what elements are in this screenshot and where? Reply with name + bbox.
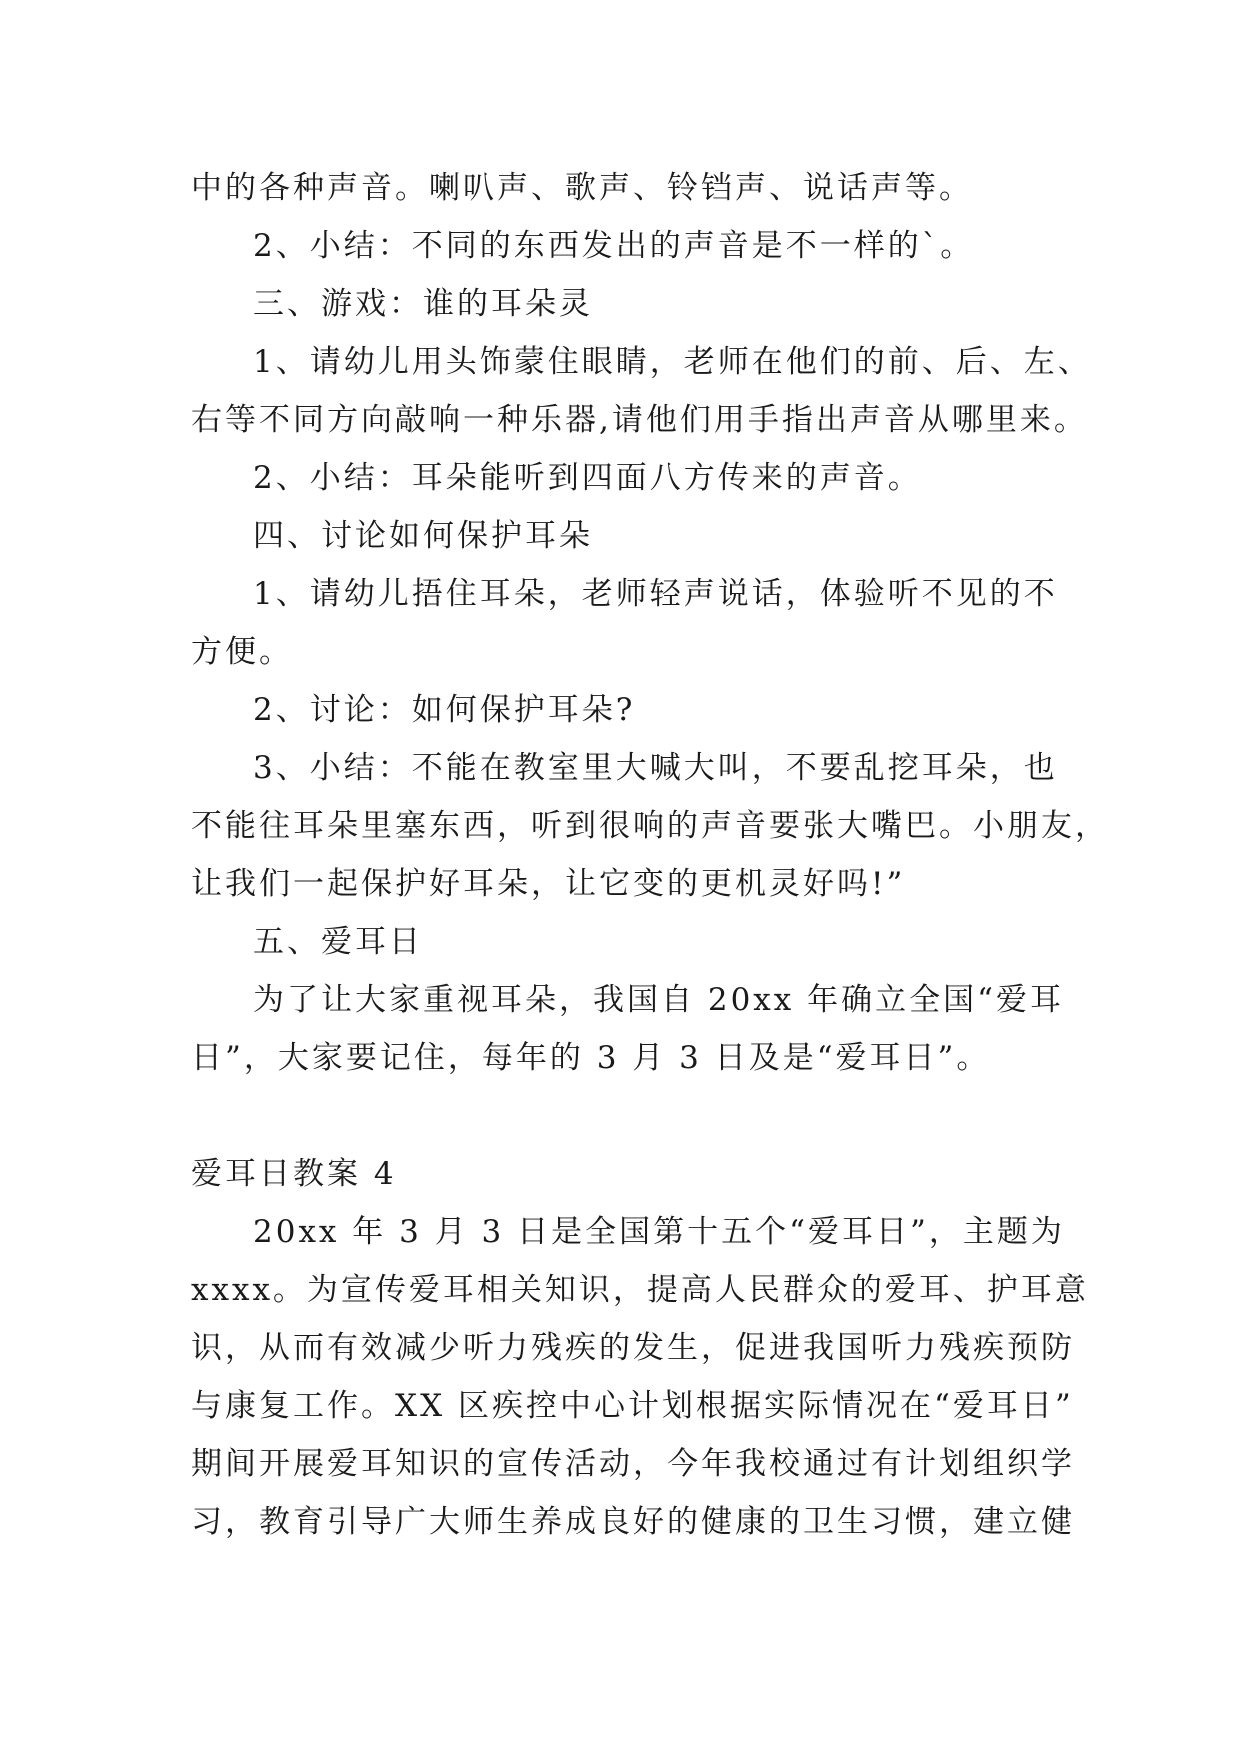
text-line: 期间开展爱耳知识的宣传活动，今年我校通过有计划组织学 xyxy=(191,1446,1075,1482)
text-line: 让我们一起保护好耳朵，让它变的更机灵好吗!” xyxy=(191,866,906,902)
text-line: 3、小结：不能在教室里大喊大叫，不要乱挖耳朵，也 xyxy=(253,750,1058,786)
text-line: 日”，大家要记住，每年的 3 月 3 日及是“爱耳日”。 xyxy=(191,1040,991,1076)
section-heading: 四、讨论如何保护耳朵 xyxy=(253,518,593,554)
text-line: 20xx 年 3 月 3 日是全国第十五个“爱耳日”，主题为 xyxy=(253,1214,1065,1250)
text-line: 2、小结：不同的东西发出的声音是不一样的`。 xyxy=(253,228,975,264)
text-line: xxxx。为宣传爱耳相关知识，提高人民群众的爱耳、护耳意 xyxy=(191,1272,1089,1308)
text-line: 2、小结：耳朵能听到四面八方传来的声音。 xyxy=(253,460,922,496)
text-line: 方便。 xyxy=(191,634,293,670)
text-line: 习，教育引导广大师生养成良好的健康的卫生习惯，建立健 xyxy=(191,1504,1075,1540)
section-heading: 三、游戏：谁的耳朵灵 xyxy=(253,286,593,322)
text-line: 中的各种声音。喇叭声、歌声、铃铛声、说话声等。 xyxy=(191,170,973,206)
text-line: 与康复工作。XX 区疾控中心计划根据实际情况在“爱耳日” xyxy=(191,1388,1074,1424)
text-line: 识，从而有效减少听力残疾的发生，促进我国听力残疾预防 xyxy=(191,1330,1075,1366)
text-line: 右等不同方向敲响一种乐器,请他们用手指出声音从哪里来。 xyxy=(191,402,1088,438)
text-line: 不能往耳朵里塞东西，听到很响的声音要张大嘴巴。小朋友， xyxy=(191,808,1109,844)
document-title: 爱耳日教案 4 xyxy=(191,1156,397,1192)
text-line: 为了让大家重视耳朵，我国自 20xx 年确立全国“爱耳 xyxy=(253,982,1064,1018)
text-line: 2、讨论：如何保护耳朵? xyxy=(253,692,636,728)
text-line: 1、请幼儿用头饰蒙住眼睛，老师在他们的前、后、左、 xyxy=(253,344,1092,380)
text-line: 1、请幼儿捂住耳朵，老师轻声说话，体验听不见的不 xyxy=(253,576,1058,612)
section-heading: 五、爱耳日 xyxy=(253,924,423,960)
